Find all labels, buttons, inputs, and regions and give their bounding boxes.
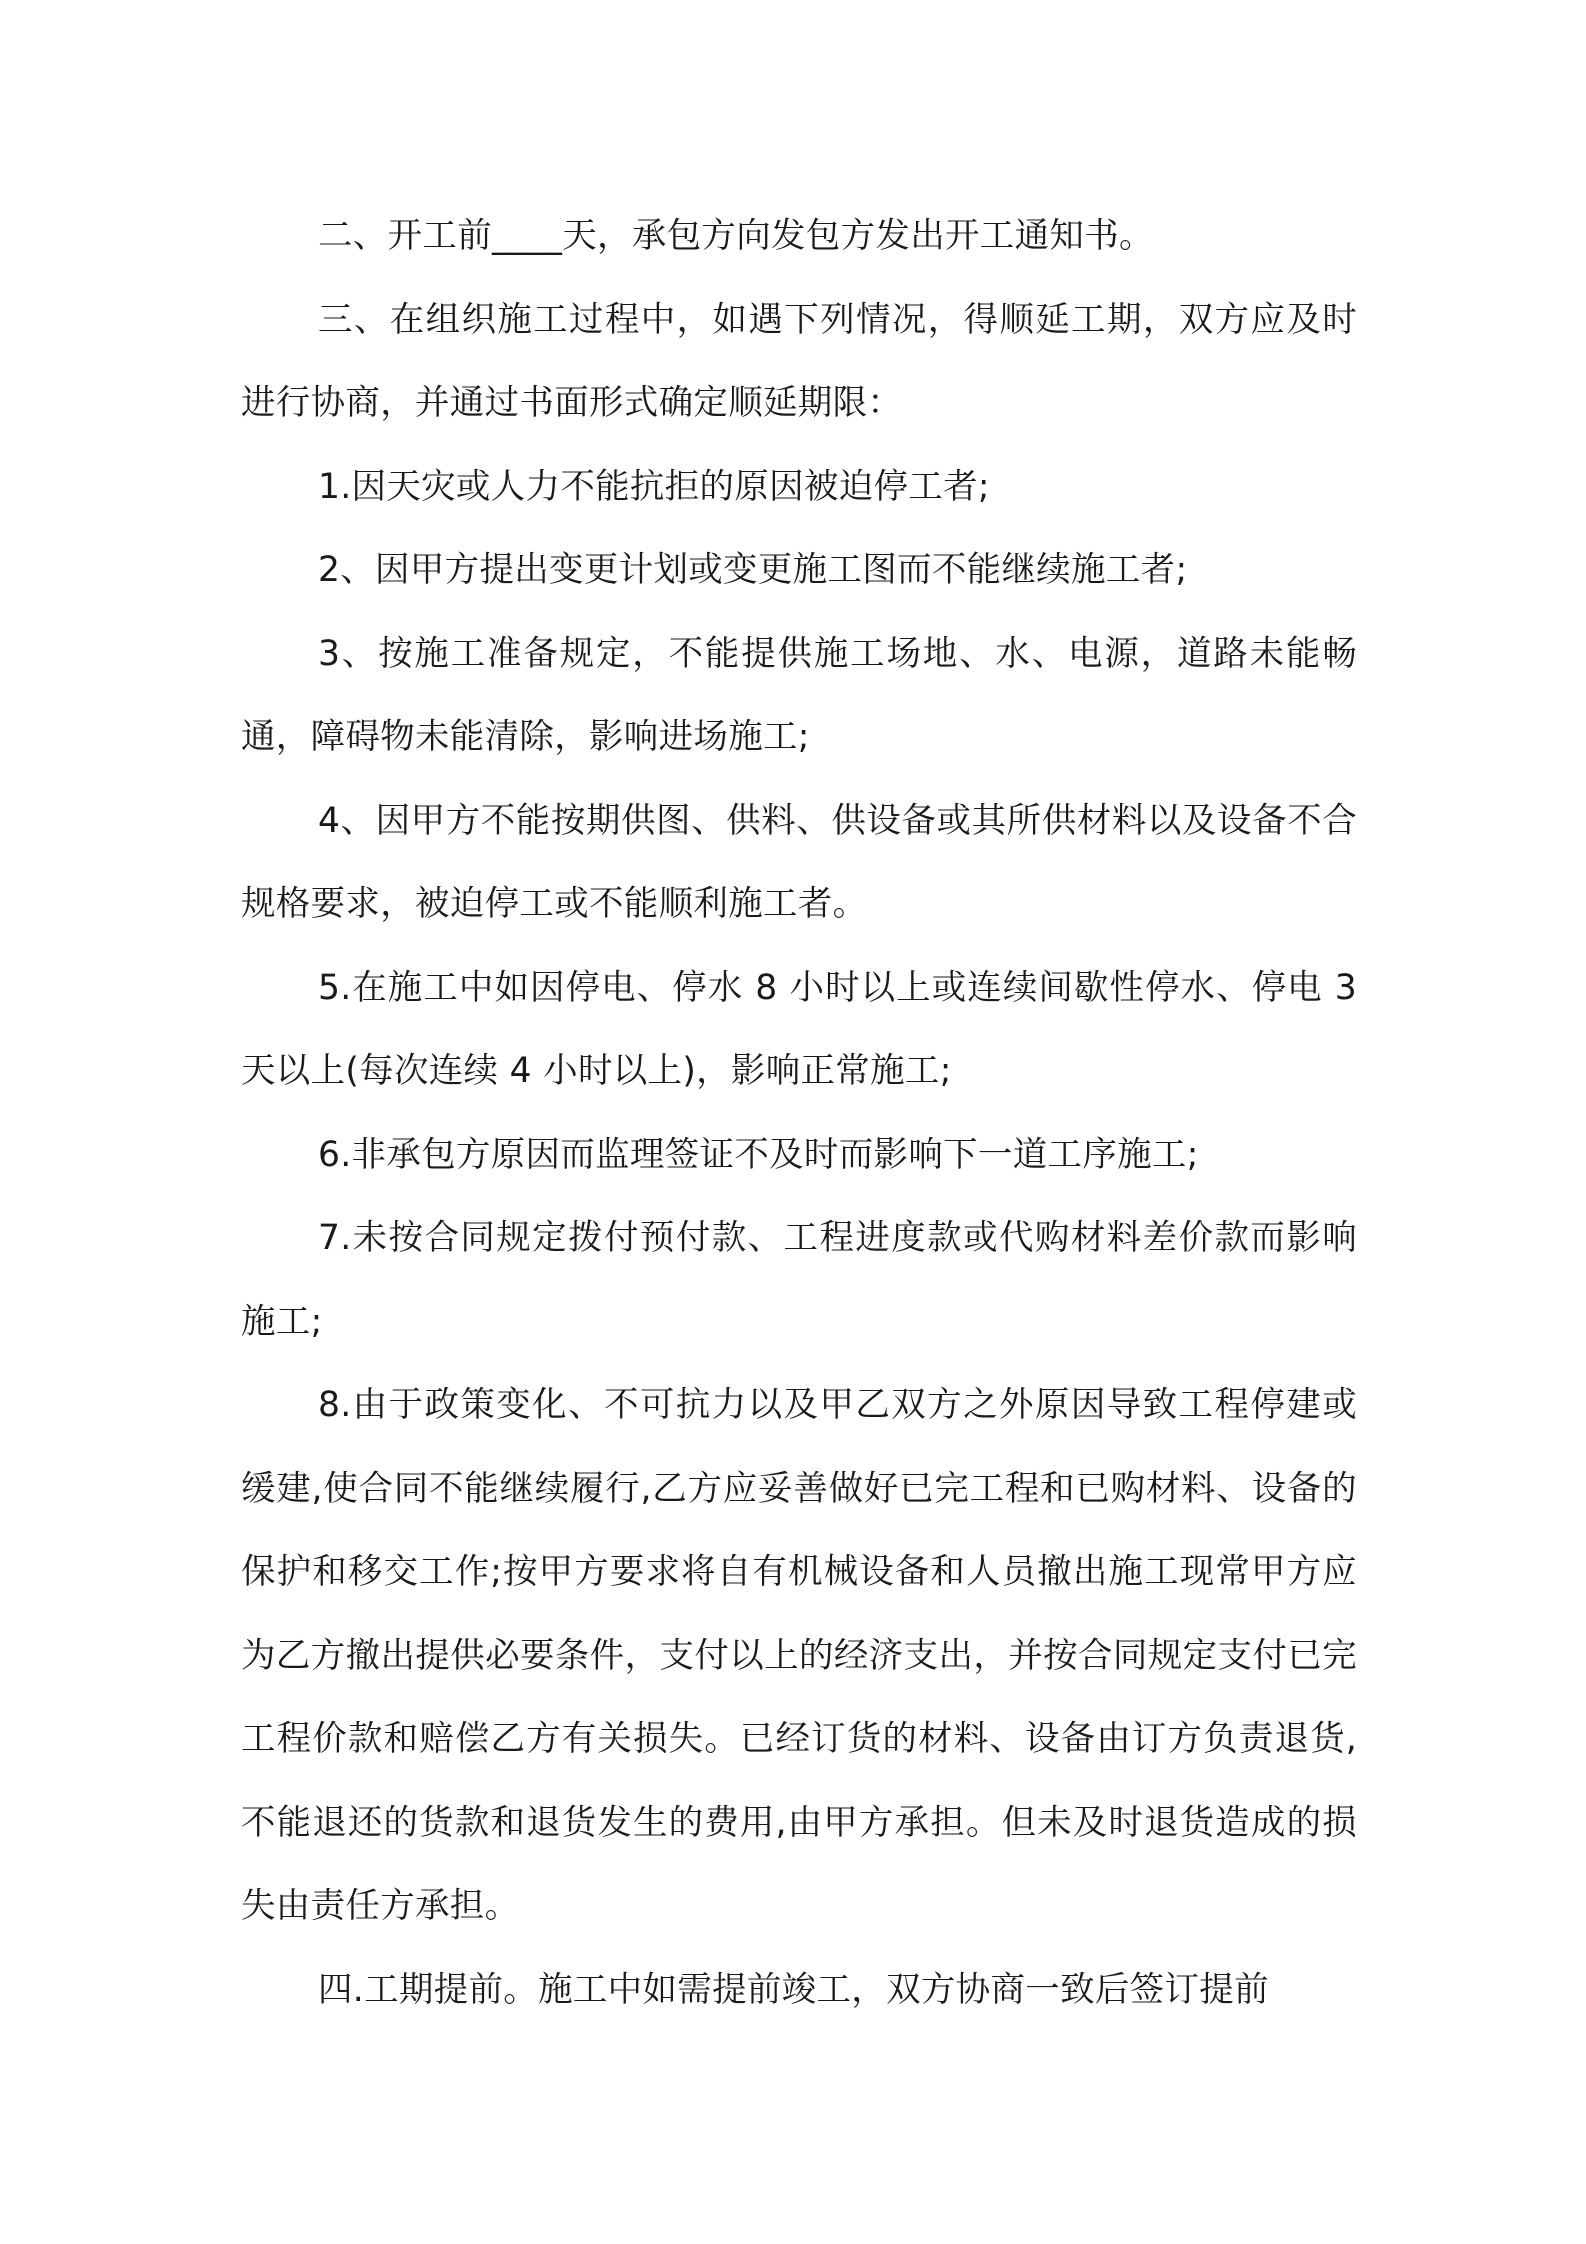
paragraph-early-completion: 四.工期提前。施工中如需提前竣工，双方协商一致后签订提前 — [318, 1969, 1269, 2010]
paragraph-item-8: 8.由于政策变化、不可抗力以及甲乙双方之外原因导致工程停建或缓建,使合同不能继续履行,乙方应妥善做好已完工程和已购材料、设备的保护和移交工作;按甲方要求将自有机械设备和人员撤出施工现常甲方应为乙方撤出提供必要条件，支付以上的经济支出，并按合同规定支付已完工程价款和赔偿乙方有关损失。已经订货的材料、设备由订方负责退货,不能退还的货款和退货发生的费用,由甲方承担。但未及时退货造成的损失由责任方承担。 — [241, 1385, 1357, 1926]
paragraph-item-1: 1.因天灾或人力不能抗拒的原因被迫停工者; — [318, 466, 990, 507]
paragraph-item-5: 5.在施工中如因停电、停水 8 小时以上或连续间歇性停水、停电 3 天以上(每次连续 4 小时以上)，影响正常施工; — [241, 967, 1357, 1091]
paragraph-extension-conditions: 三、在组织施工过程中，如遇下列情况，得顺延工期，双方应及时进行协商，并通过书面形式确定顺延期限： — [241, 299, 1357, 423]
document-body — [241, 195, 1357, 2032]
paragraph-item-2: 2、因甲方提出变更计划或变更施工图而不能继续施工者; — [318, 550, 1188, 590]
paragraph-item-6: 6.非承包方原因而监理签证不及时而影响下一道工序施工; — [318, 1134, 1199, 1175]
paragraph-item-3: 3、按施工准备规定，不能提供施工场地、水、电源，道路未能畅通，障碍物未能清除，影响进场施工; — [241, 633, 1357, 757]
paragraph-item-4: 4、因甲方不能按期供图、供料、供设备或其所供材料以及设备不合规格要求，被迫停工或不能顺利施工者。 — [241, 800, 1357, 924]
paragraph-start-notice: 二、开工前____天，承包方向发包方发出开工通知书。 — [318, 216, 1154, 256]
paragraph-item-7: 7.未按合同规定拨付预付款、工程进度款或代购材料差价款而影响施工; — [241, 1218, 1357, 1342]
